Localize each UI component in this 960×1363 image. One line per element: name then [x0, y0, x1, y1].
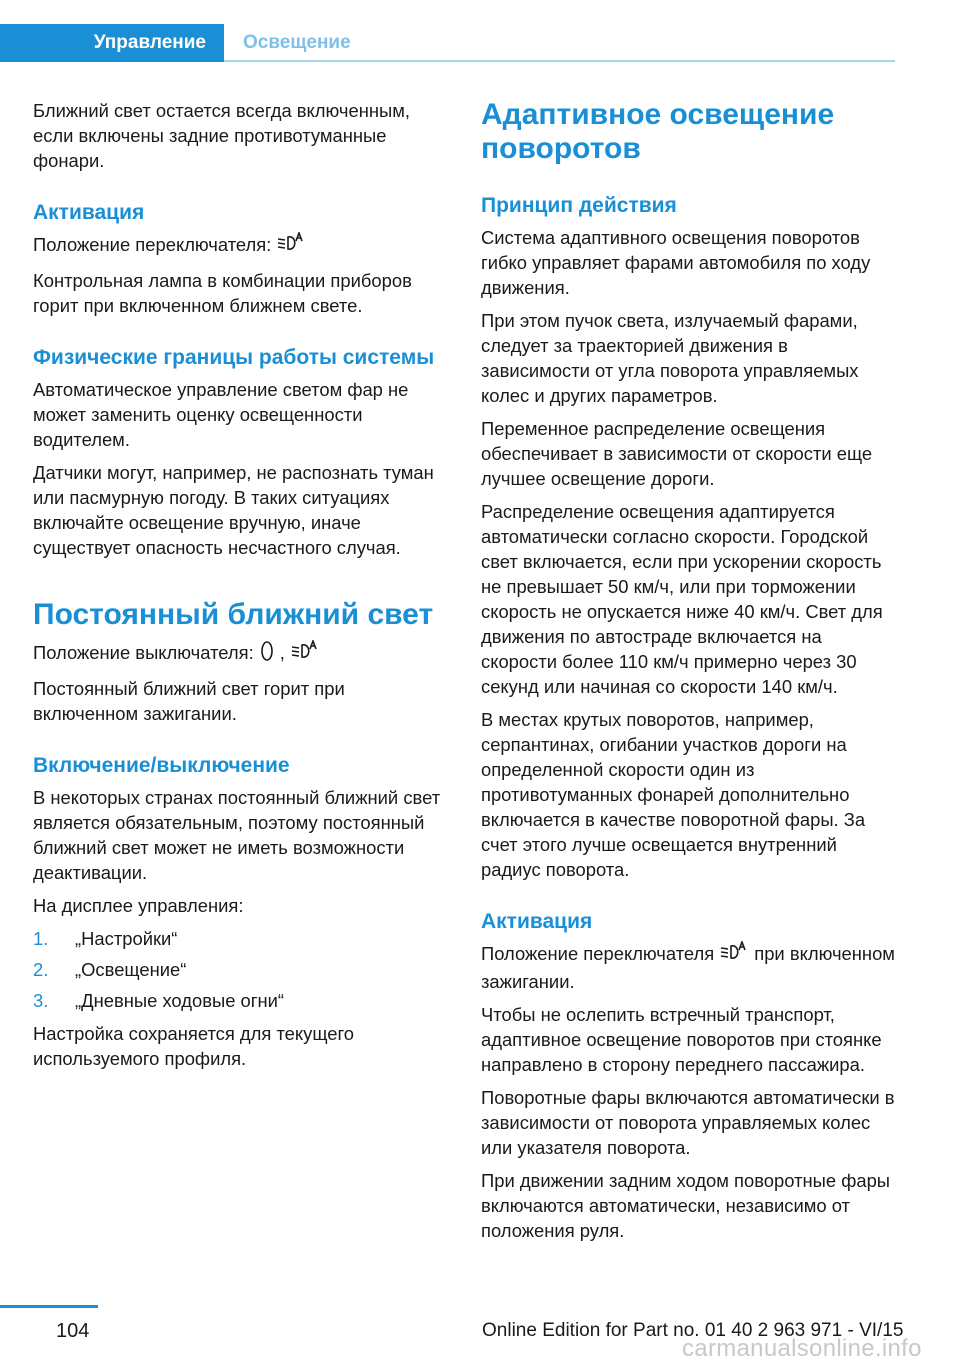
paragraph: В местах крутых поворотов, например, серпантинах, огибании участков дороги на определенной скорости один из противотуманных фонарей дополнительно включается в качестве поворотной фары. За счет этого лучше освещается внутренний радиус поворота.	[481, 709, 866, 880]
paragraph: При движении задним ходом поворотные фары включаются автоматически, независимо от положения руля.	[481, 1170, 891, 1242]
step-text: „Дневные ходовые огни“	[75, 990, 285, 1012]
step-number: 1.	[33, 928, 49, 950]
paragraph: Переменное распределение освещения обеспечивает в зависимости от скорости еще лучшее освещение дороги.	[481, 418, 873, 489]
step-number: 2.	[33, 959, 49, 981]
paragraph: В некоторых странах постоянный ближний свет является обязательным, поэтому постоянный ближний свет может не иметь возможности деактивации.	[33, 787, 441, 884]
step-text: „Настройки“	[75, 928, 178, 950]
paragraph: Датчики могут, например, не распознать туман или пасмурную погоду. В таких ситуациях включайте освещение вручную, иначе существует опасность несчастного случая.	[33, 462, 434, 559]
off-switch-icon	[260, 640, 274, 668]
chapter-heading: Адаптивное освещение поворотов	[481, 98, 835, 165]
tab-control[interactable]: Управление	[0, 24, 224, 62]
section-heading: Принцип действия	[481, 194, 677, 217]
header-divider	[224, 60, 895, 62]
paragraph: Настройка сохраняется для текущего используемого профиля.	[33, 1023, 355, 1070]
step-text: „Освещение“	[75, 959, 187, 981]
auto-headlight-icon	[277, 232, 305, 260]
paragraph: Распределение освещения адаптируется автоматически согласно скорости. Городской свет включается, если при ускорении скорость не превышает 50 км/ч, или при торможении скорость не опускается ниже 40 км/ч. Свет для движения по автостраде включается на скорости более 110 км/ч примерно через 30 секунд или начиная со скорости 140 км/ч.	[481, 501, 883, 697]
paragraph: Система адаптивного освещения поворотов гибко управляет фарами автомобиля по ходу движения.	[481, 227, 871, 298]
paragraph: Положение выключателя: ,	[33, 640, 447, 668]
paragraph	[33, 232, 447, 260]
paragraph: На дисплее управления:	[33, 895, 244, 917]
steps-list	[33, 926, 447, 1013]
list-item	[33, 988, 447, 1013]
section-heading: Включение/выключение	[33, 754, 290, 778]
edition-info: Online Edition for Part no. 01 40 2 963 971 - VI/15	[482, 1320, 904, 1341]
paragraph: Поворотные фары включаются автоматически в зависимости от поворота управляемых колес или указателя поворота.	[481, 1087, 895, 1159]
auto-headlight-icon	[291, 640, 319, 668]
right-column	[481, 98, 895, 1251]
list-item	[33, 926, 447, 951]
auto-headlight-icon	[720, 941, 748, 969]
paragraph: Чтобы не ослепить встречный транспорт, адаптивное освещение поворотов при стоянке направлено в сторону переднего пассажира.	[481, 1004, 882, 1076]
switch-position-label: Положение выключателя:	[33, 642, 254, 664]
section-heading: Активация	[481, 910, 593, 933]
chapter-heading: Постоянный ближний свет	[33, 598, 434, 632]
paragraph: Постоянный ближний свет горит при включенном зажигании.	[33, 678, 345, 725]
left-column	[33, 98, 447, 1079]
page-number: 104	[56, 1320, 90, 1342]
paragraph: При этом пучок света, излучаемый фарами, следует за траекторией движения в зависимости от угла поворота управляемых колес и других параметров.	[481, 310, 859, 406]
footer-divider	[0, 1305, 98, 1308]
paragraph: Контрольная лампа в комбинации приборов горит при включенном ближнем свете.	[33, 270, 412, 317]
step-number: 3.	[33, 990, 49, 1012]
list-item	[33, 957, 447, 982]
switch-position-label: Положение переключателя:	[33, 234, 272, 255]
paragraph: Ближний свет остается всегда включенным, если включены задние противотуманные фонари.	[33, 100, 411, 171]
paragraph: Положение переключателя при включенном зажигании.	[481, 943, 895, 993]
header-bar	[0, 24, 895, 62]
section-heading: Активация	[33, 201, 145, 224]
tab-lighting[interactable]: Освещение	[243, 32, 351, 53]
paragraph: Автоматическое управление светом фар не может заменить оценку освещенности водителем.	[33, 379, 409, 451]
watermark: carmanualsonline.info	[682, 1335, 922, 1362]
section-heading: Физические границы работы системы	[33, 346, 435, 370]
